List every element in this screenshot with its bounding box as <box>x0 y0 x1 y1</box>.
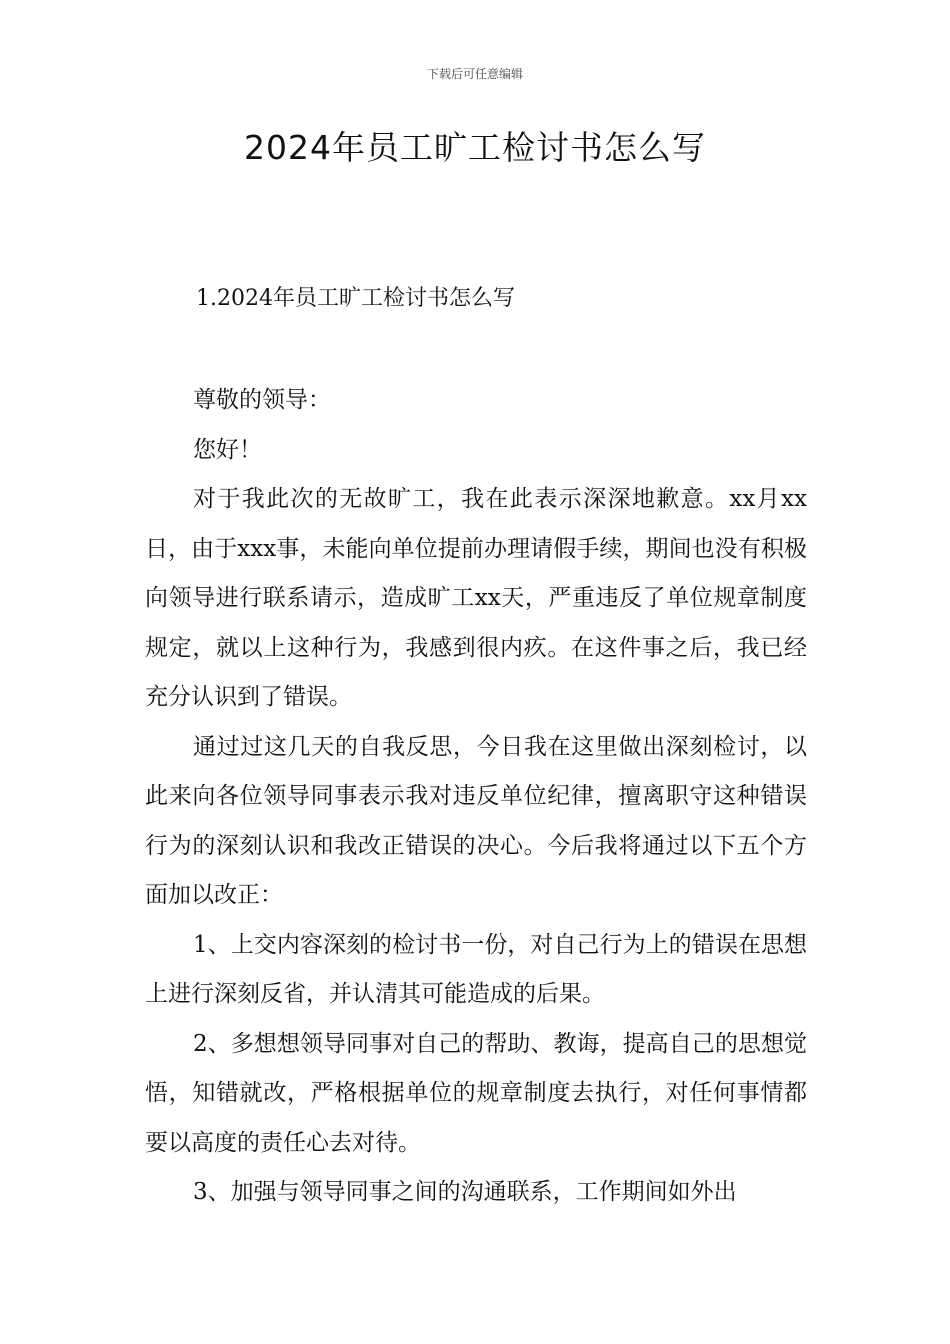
document-body <box>145 376 807 1218</box>
body-paragraph-4: 2、多想想领导同事对自己的帮助、教诲，提高自己的思想觉悟，知错就改，严格根据单位的规章制度去执行，对任何事情都要以高度的责任心去对待。 <box>145 1030 807 1156</box>
body-paragraph-1: 对于我此次的无故旷工，我在此表示深深地歉意。xx月xx日，由于xxx事，未能向单位提前办理请假手续，期间也没有积极向领导进行联系请示，造成旷工xx天，严重违反了单位规章制度规定，就以上这种行为，我感到很内疚。在这件事之后，我已经充分认识到了错误。 <box>145 486 807 710</box>
greeting: 您好！ <box>193 436 262 463</box>
salutation: 尊敬的领导： <box>193 387 331 413</box>
header-note: 下载后可任意编辑 <box>426 67 523 81</box>
section-heading: 1.2024年员工旷工检讨书怎么写 <box>196 286 515 311</box>
body-paragraph-3: 1、上交内容深刻的检讨书一份，对自己行为上的错误在思想上进行深刻反省，并认清其可能造成的后果。 <box>145 931 807 1007</box>
body-paragraph-5: 3、加强与领导同事之间的沟通联系，工作期间如外出 <box>193 1179 737 1205</box>
document-title: 2024年员工旷工检讨书怎么写 <box>244 128 706 167</box>
body-paragraph-2: 通过过这几天的自我反思，今日我在这里做出深刻检讨，以此来向各位领导同事表示我对违反单位纪律，擅离职守这种错误行为的深刻认识和我改正错误的决心。今后我将通过以下五个方面加以改正： <box>145 733 807 908</box>
